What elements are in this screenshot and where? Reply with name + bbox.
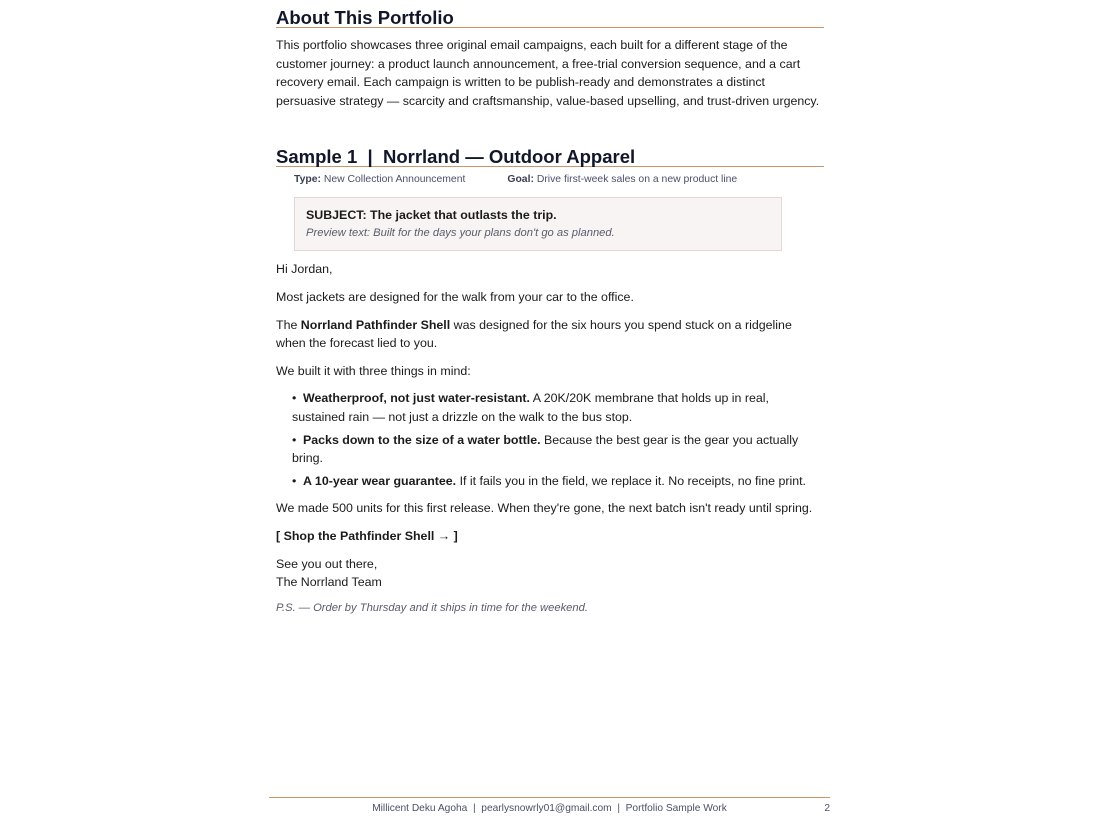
- feature-title: Weatherproof, not just water-resistant.: [303, 391, 530, 406]
- meta-type: [294, 173, 465, 187]
- email-subject: SUBJECT: The jacket that outlasts the trip.: [306, 208, 557, 223]
- email-paragraph-4: We made 500 units for this first release. When they're gone, the next batch isn't ready until spring.: [276, 501, 813, 516]
- signoff-line-1: See you out there,: [276, 556, 378, 571]
- feature-text: A 20K/20K membrane that holds up in real, sustained rain — not just a drizzle on the walk to the bus stop.: [292, 391, 769, 424]
- meta-type-label: Type:: [294, 174, 321, 186]
- signoff-line-2: The Norrland Team: [276, 575, 382, 590]
- bullet-icon: •: [292, 432, 297, 447]
- meta-type-value: New Collection Announcement: [323, 174, 466, 186]
- product-name: Norrland Pathfinder Shell: [300, 317, 451, 332]
- page-number: 2: [824, 803, 830, 814]
- email-paragraph-1: Most jackets are designed for the walk from your car to the office.: [276, 289, 634, 304]
- meta-goal: [507, 173, 737, 187]
- bullet-icon: •: [292, 473, 297, 488]
- email-paragraph-3: We built it with three things in mind:: [276, 363, 471, 378]
- footer-text: Millicent Deku Agoha | pearlysnowrly01@gmail.com | Portfolio Sample Work: [372, 803, 727, 814]
- about-heading: About This Portfolio: [276, 8, 824, 28]
- email-paragraph-2-pre: The: [276, 317, 301, 332]
- list-item: [292, 389, 824, 426]
- about-paragraph: This portfolio showcases three original email campaigns, each built for a different stage of the customer journey: a product launch announcement, a free-trial conversion sequence, and a cart recovery email. Each campaign is written to be publish-ready and demonstrates a distinct persuasive strategy — scarcity and craftsmanship, value-based upselling, and trust-driven urgency.: [276, 38, 820, 108]
- feature-title: Packs down to the size of a water bottle.: [303, 432, 541, 447]
- page-content: [276, 0, 824, 628]
- email-preview-text: Preview text: Built for the days your plans don't go as planned.: [306, 227, 615, 240]
- email-greeting: Hi Jordan,: [276, 262, 333, 277]
- list-item: [292, 431, 824, 468]
- page-footer: [269, 797, 830, 822]
- feature-list: [276, 389, 824, 490]
- meta-goal-label: Goal:: [507, 174, 534, 186]
- subject-box: [294, 197, 782, 251]
- sample-meta: [294, 173, 824, 187]
- sample-heading: Sample 1 | Norrland — Outdoor Apparel: [276, 147, 824, 167]
- feature-text: Because the best gear is the gear you actually bring.: [292, 432, 799, 466]
- email-postscript: P.S. — Order by Thursday and it ships in time for the weekend.: [276, 601, 588, 614]
- feature-text: If it fails you in the field, we replace it. No receipts, no fine print.: [456, 473, 806, 488]
- email-paragraph-2: [276, 316, 824, 353]
- email-paragraph-2-post: was designed for the six hours you spend stuck on a ridgeline when the forecast lied to you.: [276, 317, 792, 351]
- email-signoff: [276, 555, 824, 592]
- shop-cta-button[interactable]: [ Shop the Pathfinder Shell → ]: [276, 528, 458, 543]
- meta-goal-value: Drive first-week sales on a new product line: [536, 174, 738, 186]
- bullet-icon: •: [292, 391, 297, 406]
- list-item: [292, 472, 824, 491]
- feature-title: A 10-year wear guarantee.: [303, 473, 457, 488]
